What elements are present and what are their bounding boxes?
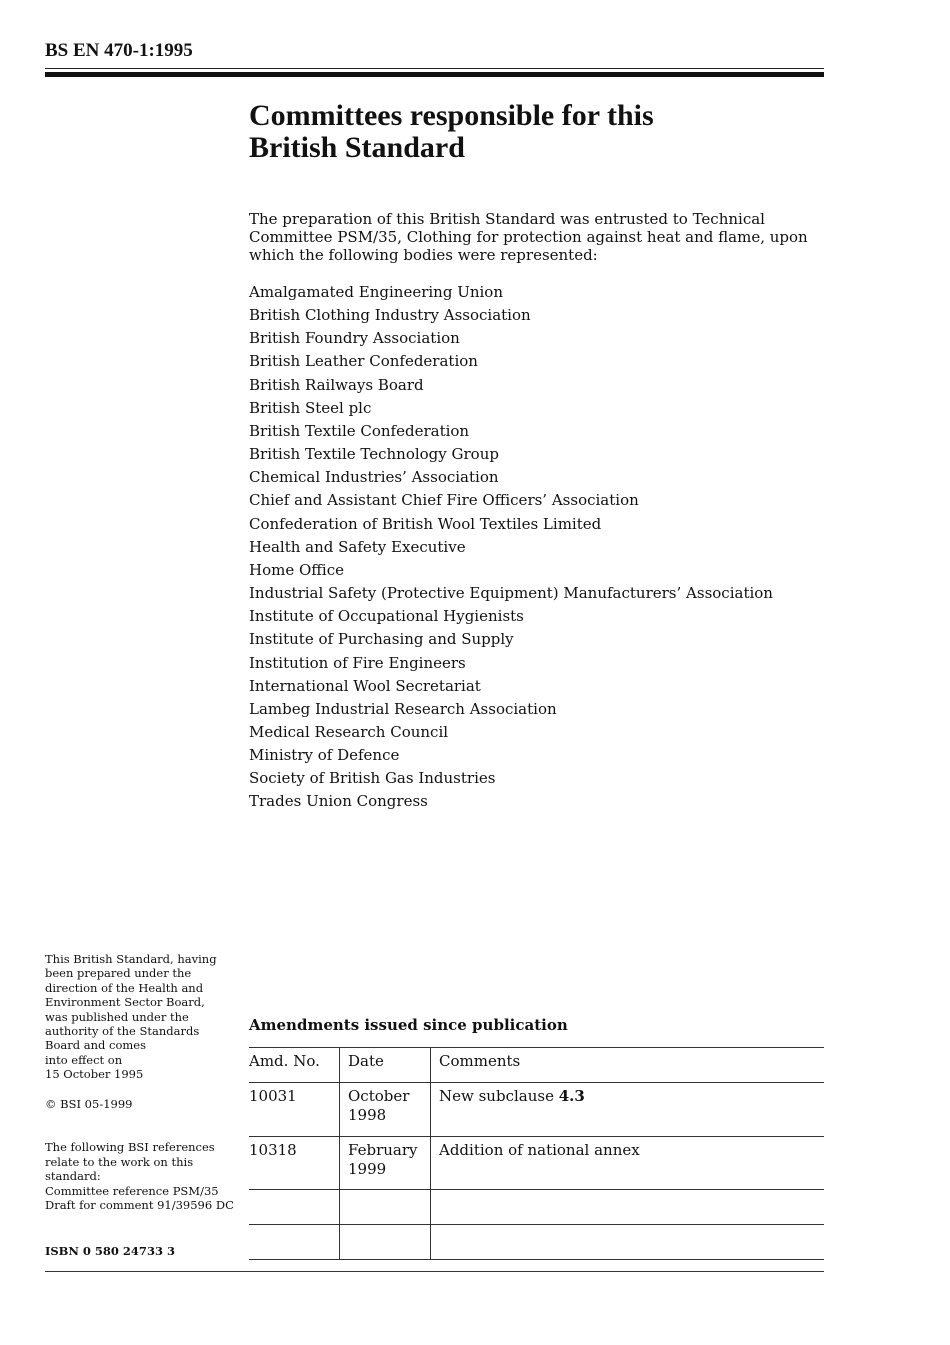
table-header-row xyxy=(249,1048,824,1083)
title-line-1: Committees responsible for this xyxy=(249,99,654,132)
bsi-references xyxy=(45,1140,245,1213)
note-line: Board and comes xyxy=(45,1038,147,1053)
comments-cell xyxy=(431,1225,825,1260)
amd-no-cell: 10031 xyxy=(249,1083,340,1137)
list-item: International Wool Secretariat xyxy=(249,676,481,695)
note-line: been prepared under the xyxy=(45,966,192,981)
column-header-comments: Comments xyxy=(431,1048,825,1083)
note-line: direction of the Health and xyxy=(45,980,204,995)
footer-rule xyxy=(45,1271,824,1272)
note-line: 15 October 1995 xyxy=(45,1067,144,1082)
document-id: BS EN 470-1:1995 xyxy=(45,40,193,61)
table-row xyxy=(249,1225,824,1260)
date-month: October xyxy=(348,1087,410,1105)
date-cell xyxy=(340,1083,431,1137)
list-item: Institution of Fire Engineers xyxy=(249,653,466,672)
intro-paragraph: The preparation of this British Standard was entrusted to Technical Committee PSM/35, Clothing for protection against heat and flame, upon which the following bodies were represented: xyxy=(249,210,808,264)
list-item: Medical Research Council xyxy=(249,722,449,741)
list-item: Chemical Industries’ Association xyxy=(249,468,499,487)
date-cell xyxy=(340,1225,431,1260)
comment-text: New subclause xyxy=(439,1087,559,1105)
list-item: Society of British Gas Industries xyxy=(249,769,496,788)
amd-no-cell xyxy=(249,1225,340,1260)
list-item: Amalgamated Engineering Union xyxy=(249,283,503,301)
comment-bold: 4.3 xyxy=(558,1087,585,1105)
amd-no-cell: 10318 xyxy=(249,1137,340,1190)
list-item: Ministry of Defence xyxy=(249,746,400,765)
comment-text: Addition of national annex xyxy=(439,1141,640,1159)
list-item: Trades Union Congress xyxy=(249,792,428,811)
header-rule-thin xyxy=(45,68,824,69)
list-item: British Clothing Industry Association xyxy=(249,306,531,325)
list-item: Confederation of British Wool Textiles Limited xyxy=(249,514,602,533)
reference-line: The following BSI references xyxy=(45,1140,215,1154)
note-line: authority of the Standards xyxy=(45,1024,200,1039)
note-line: Environment Sector Board, xyxy=(45,995,205,1010)
reference-line: Committee reference PSM/35 xyxy=(45,1183,219,1198)
reference-line: Draft for comment 91/39596 DC xyxy=(45,1198,234,1213)
title-line-2: British Standard xyxy=(249,131,465,164)
comments-cell xyxy=(431,1190,825,1225)
list-item: Institute of Purchasing and Supply xyxy=(249,630,514,649)
table-row xyxy=(249,1137,824,1190)
list-item: Health and Safety Executive xyxy=(249,537,466,556)
list-item: British Textile Technology Group xyxy=(249,445,499,464)
note-line: was published under the xyxy=(45,1009,189,1024)
isbn: ISBN 0 580 24733 3 xyxy=(45,1244,175,1258)
list-item: Industrial Safety (Protective Equipment) Manufacturers’ Association xyxy=(249,584,773,603)
list-item: Lambeg Industrial Research Association xyxy=(249,699,557,718)
list-item: British Textile Confederation xyxy=(249,421,470,440)
amendments-table xyxy=(249,1047,824,1260)
note-line: into effect on xyxy=(45,1052,123,1067)
comments-cell xyxy=(431,1083,825,1137)
reference-line: relate to the work on this xyxy=(45,1154,194,1169)
table-row xyxy=(249,1083,824,1137)
column-header-date: Date xyxy=(340,1048,431,1083)
list-item: Chief and Assistant Chief Fire Officers’ Association xyxy=(249,491,639,510)
list-item: British Steel plc xyxy=(249,398,372,417)
header-rule-thick xyxy=(45,72,824,77)
list-item: Institute of Occupational Hygienists xyxy=(249,607,524,626)
list-item: Home Office xyxy=(249,560,345,579)
date-year: 1998 xyxy=(348,1105,387,1124)
list-item: British Railways Board xyxy=(249,375,424,394)
comments-cell xyxy=(431,1137,825,1190)
amd-no-cell xyxy=(249,1190,340,1225)
date-month: February xyxy=(348,1141,418,1159)
date-cell xyxy=(340,1190,431,1225)
page-title xyxy=(249,100,824,164)
reference-line: standard: xyxy=(45,1169,101,1184)
list-item: British Foundry Association xyxy=(249,329,460,348)
column-header-amd-no: Amd. No. xyxy=(249,1048,340,1083)
note-line: This British Standard, having xyxy=(45,952,217,966)
date-year: 1999 xyxy=(348,1159,387,1178)
amendments-heading: Amendments issued since publication xyxy=(249,1016,568,1034)
copyright-notice: © BSI 05-1999 xyxy=(45,1097,133,1111)
table-row xyxy=(249,1190,824,1225)
represented-bodies-list xyxy=(249,281,824,814)
date-cell xyxy=(340,1137,431,1190)
main-content xyxy=(249,100,824,814)
publication-note xyxy=(45,952,245,1082)
list-item: British Leather Confederation xyxy=(249,352,478,371)
